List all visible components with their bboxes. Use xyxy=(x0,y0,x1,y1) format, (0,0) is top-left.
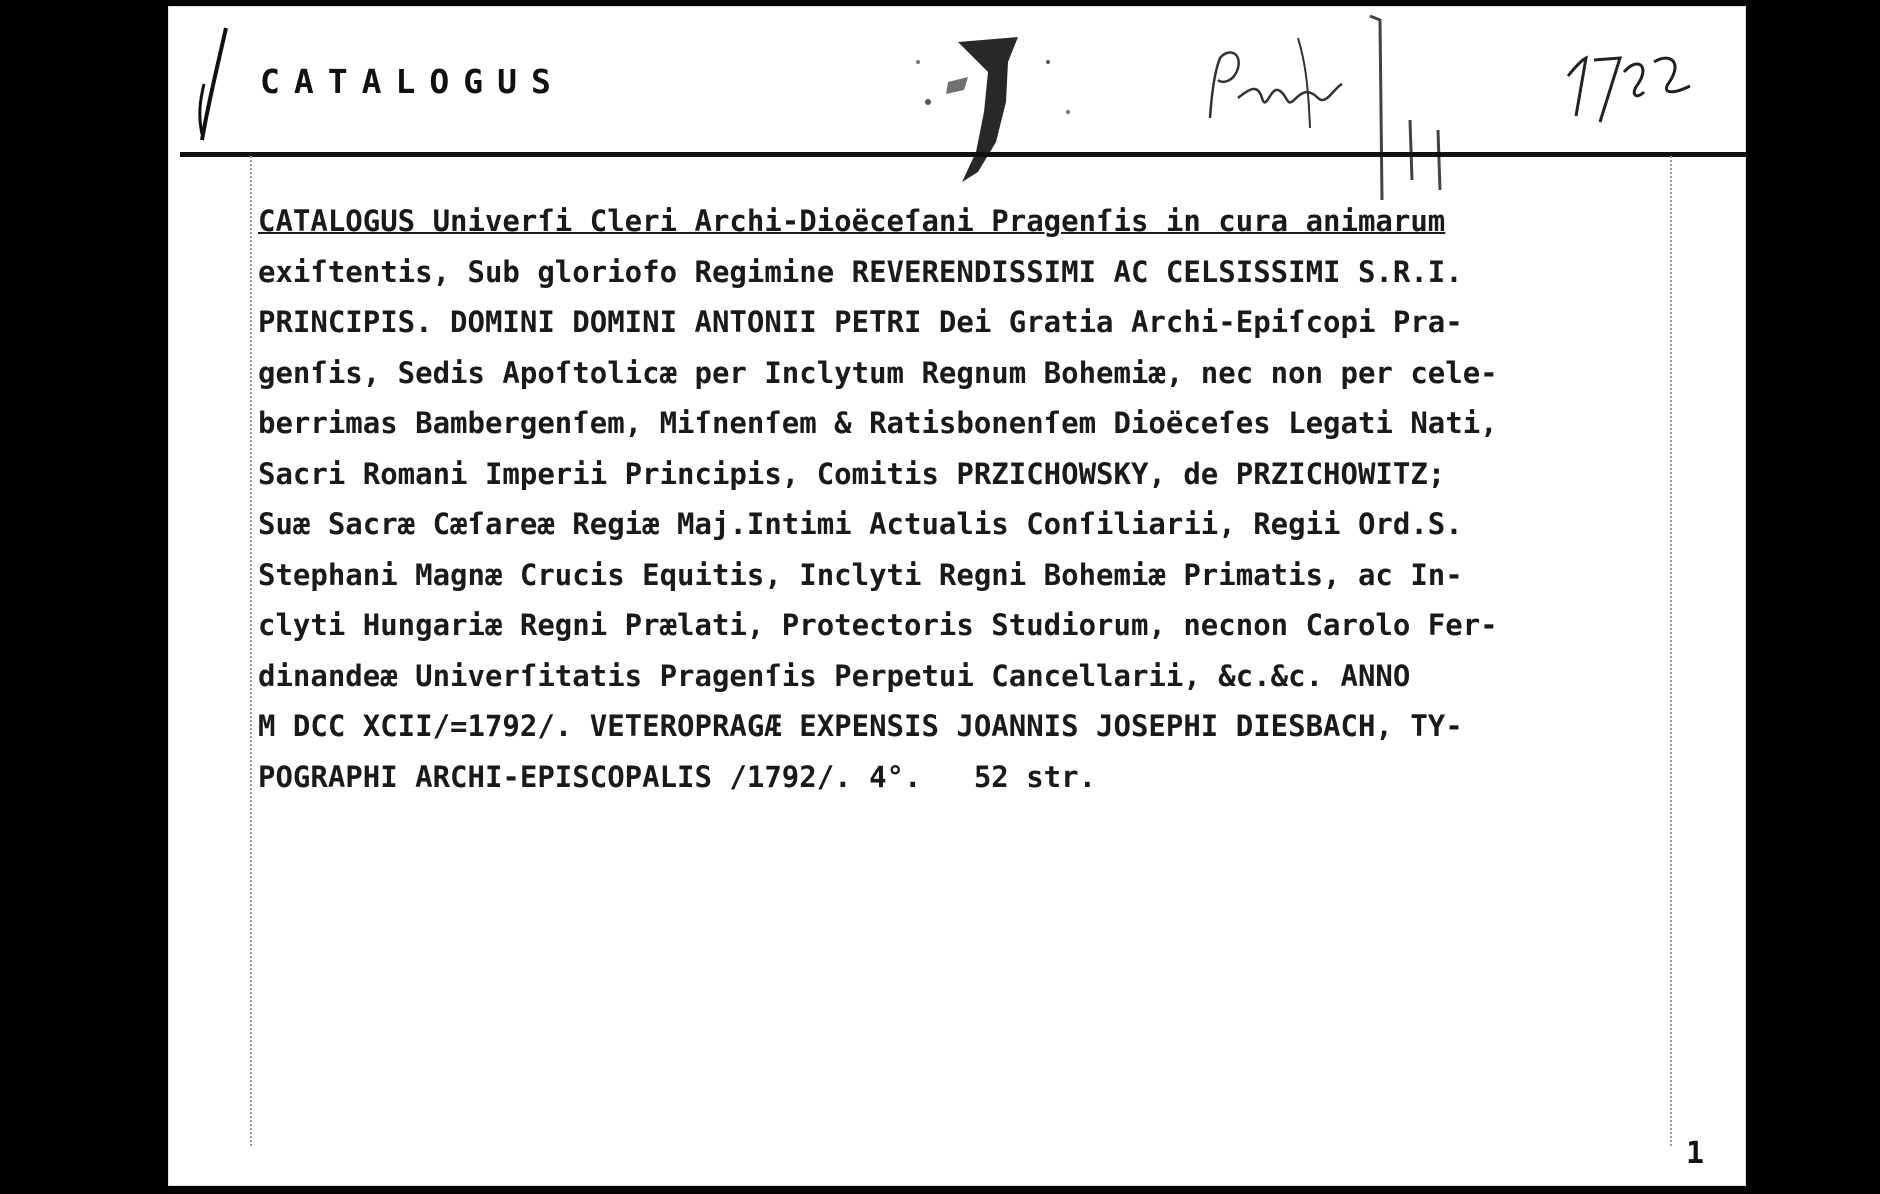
handwritten-bracket-mark xyxy=(196,24,236,144)
handwritten-marker-strokes xyxy=(1360,10,1450,200)
entry-line: Suæ Sacræ Cæſareæ Regiæ Maj.Intimi Actualis Conſiliarii, Regii Ord.S. xyxy=(258,507,1463,541)
catalog-entry-text xyxy=(258,196,1658,802)
entry-line: M DCC XCII/=1792/. VETEROPRAGÆ EXPENSIS JOANNIS JOSEPHI DIESBACH, TY- xyxy=(258,709,1463,743)
header-divider xyxy=(180,152,1746,157)
left-margin-line xyxy=(250,156,252,1146)
entry-line: PRINCIPIS. DOMINI DOMINI ANTONII PETRI Dei Gratia Archi-Epiſcopi Pra- xyxy=(258,305,1463,339)
card-number: 1 xyxy=(1686,1136,1705,1171)
entry-line: POGRAPHI ARCHI-EPISCOPALIS /1792/. 4°. 52 str. xyxy=(258,759,1097,794)
catalog-card xyxy=(168,6,1746,1186)
handwritten-signature xyxy=(1198,28,1348,138)
ink-stroke-mark xyxy=(858,22,1118,192)
card-header xyxy=(168,6,1746,156)
entry-line: genſis, Sedis Apoſtolicæ per Inclytum Regnum Bohemiæ, nec non per cele- xyxy=(258,355,1498,390)
entry-line: berrimas Bambergenſem, Miſnenſem & Ratisbonenſem Dioëceſes Legati Nati, xyxy=(258,406,1498,440)
card-title: CATALOGUS xyxy=(260,62,565,101)
entry-line: CATALOGUS Univerſi Cleri Archi-Dioëceſani Pragenſis in cura animarum xyxy=(258,204,1446,238)
entry-line: exiſtentis, Sub gloriofo Regimine REVERENDISSIMI AC CELSISSIMI S.R.I. xyxy=(258,254,1463,289)
entry-line: Stephani Magnæ Crucis Equitis, Inclyti Regni Bohemiæ Primatis, ac In- xyxy=(258,557,1463,592)
handwritten-year xyxy=(1558,36,1698,136)
right-margin-line xyxy=(1670,156,1672,1146)
entry-line: dinandeæ Univerſitatis Pragenſis Perpetui Cancellarii, &c.&c. ANNO xyxy=(258,658,1411,693)
entry-line: Sacri Romani Imperii Principis, Comitis PRZICHOWSKY, de PRZICHOWITZ; xyxy=(258,456,1446,491)
entry-line: clyti Hungariæ Regni Prælati, Protectoris Studiorum, necnon Carolo Fer- xyxy=(258,608,1498,642)
